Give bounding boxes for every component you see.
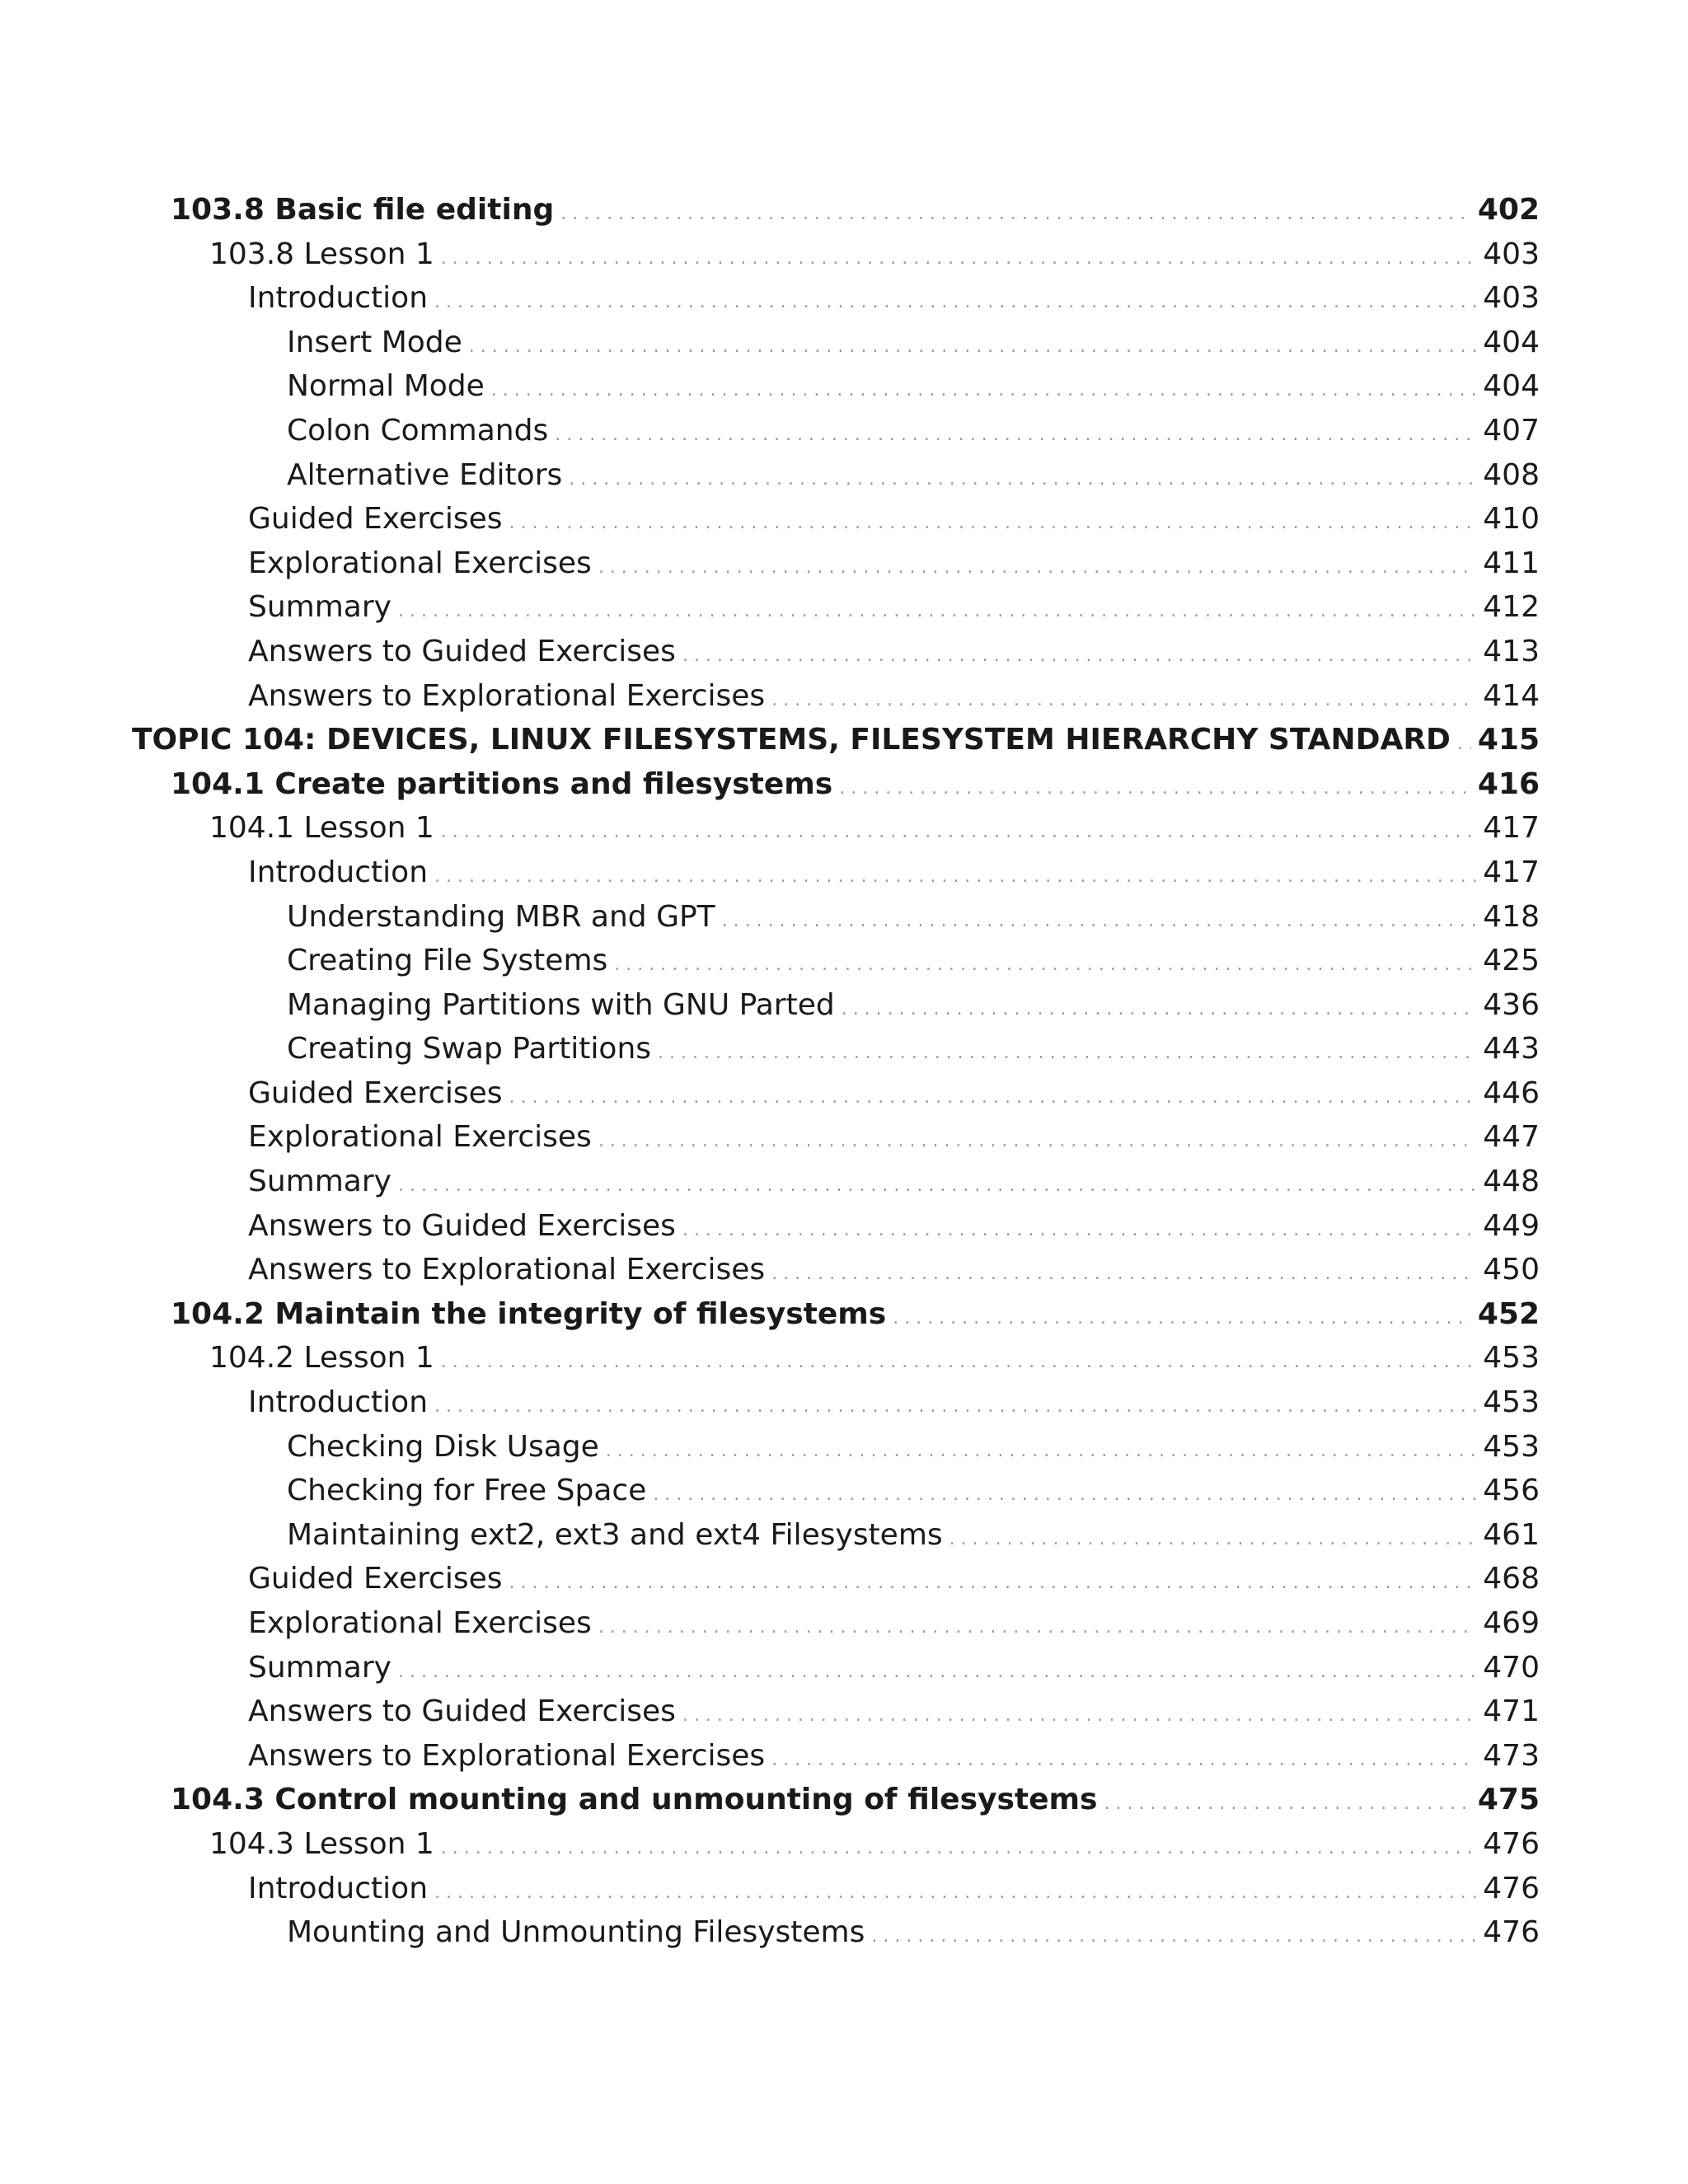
dot-leader (1104, 1782, 1470, 1826)
toc-entry-title: 104.3 Lesson 1 (209, 1826, 434, 1861)
toc-entry-page-number: 476 (1483, 1871, 1540, 1905)
dot-leader (1457, 722, 1471, 766)
toc-entry[interactable] (132, 1336, 1540, 1380)
toc-entry-title: Explorational Exercises (248, 546, 592, 580)
toc-entry[interactable] (132, 1027, 1540, 1071)
toc-entry-title: Creating Swap Partitions (287, 1032, 652, 1066)
toc-entry-page-number: 402 (1477, 193, 1540, 227)
dot-leader (598, 1605, 1476, 1650)
toc-entry-title: Maintaining ext2, ext3 and ext4 Filesystems (287, 1517, 943, 1552)
toc-entry[interactable] (132, 1160, 1540, 1204)
dot-leader (441, 1826, 1477, 1871)
toc-entry-page-number: 453 (1483, 1385, 1540, 1420)
dot-leader (682, 634, 1476, 678)
toc-entry-title: Introduction (248, 1385, 429, 1420)
toc-entry[interactable] (132, 1690, 1540, 1734)
dot-leader (441, 810, 1477, 855)
toc-entry-title: Guided Exercises (248, 1562, 503, 1596)
toc-entry[interactable] (132, 1557, 1540, 1601)
dot-leader (509, 1076, 1477, 1120)
dot-leader (682, 1694, 1476, 1738)
dot-leader (842, 987, 1477, 1032)
toc-entry-title: 104.3 Control mounting and unmounting of filesystems (171, 1783, 1098, 1817)
toc-entry-page-number: 417 (1483, 855, 1540, 889)
toc-entry-title: Explorational Exercises (248, 1120, 592, 1155)
toc-entry-page-number: 403 (1483, 281, 1540, 316)
toc-entry[interactable] (132, 1380, 1540, 1425)
toc-entry-title: Answers to Explorational Exercises (248, 1253, 766, 1287)
toc-entry-page-number: 471 (1483, 1694, 1540, 1729)
dot-leader (653, 1473, 1476, 1517)
toc-entry[interactable] (132, 1115, 1540, 1160)
dot-leader (614, 943, 1476, 987)
toc-entry-title: Insert Mode (287, 325, 462, 359)
toc-entry[interactable] (132, 762, 1540, 807)
toc-entry-page-number: 452 (1477, 1296, 1540, 1331)
dot-leader (771, 1252, 1476, 1296)
toc-entry[interactable] (132, 321, 1540, 365)
dot-leader (839, 766, 1471, 811)
dot-leader (434, 1385, 1476, 1429)
dot-leader (682, 1208, 1476, 1253)
toc-entry-title: 104.2 Maintain the integrity of filesystems (171, 1296, 887, 1331)
toc-entry[interactable] (132, 1204, 1540, 1249)
toc-entry-page-number: 403 (1483, 237, 1540, 271)
dot-leader (469, 325, 1476, 369)
toc-entry[interactable] (132, 1425, 1540, 1469)
toc-entry-title: Introduction (248, 281, 429, 316)
dot-leader (950, 1517, 1477, 1562)
toc-entry[interactable] (132, 497, 1540, 541)
toc-entry[interactable] (132, 585, 1540, 630)
toc-entry-title: TOPIC 104: DEVICES, LINUX FILESYSTEMS, FILESYSTEM HIERARCHY STANDARD (132, 723, 1451, 757)
dot-leader (509, 501, 1477, 546)
dot-leader (598, 1119, 1476, 1164)
table-of-contents (132, 188, 1540, 1955)
toc-entry-title: 104.2 Lesson 1 (209, 1341, 434, 1376)
toc-entry[interactable] (132, 1778, 1540, 1822)
toc-entry[interactable] (132, 939, 1540, 983)
toc-entry-title: 104.1 Lesson 1 (209, 811, 434, 846)
dot-leader (441, 237, 1477, 281)
toc-entry-title: Guided Exercises (248, 1076, 503, 1110)
toc-entry-title: Creating File Systems (287, 944, 608, 978)
toc-entry-title: Summary (248, 1165, 392, 1199)
toc-entry-title: Answers to Guided Exercises (248, 1208, 676, 1243)
toc-entry-page-number: 447 (1483, 1120, 1540, 1155)
toc-entry-page-number: 411 (1483, 546, 1540, 580)
toc-entry-page-number: 470 (1483, 1650, 1540, 1685)
dot-leader (722, 899, 1477, 944)
toc-entry-page-number: 450 (1483, 1253, 1540, 1287)
dot-leader (398, 1650, 1476, 1694)
toc-entry[interactable] (132, 983, 1540, 1028)
toc-entry-title: Normal Mode (287, 369, 485, 404)
toc-entry[interactable] (132, 364, 1540, 409)
toc-entry-title: 104.1 Create partitions and filesystems (171, 766, 833, 801)
toc-entry[interactable] (132, 718, 1540, 762)
toc-entry-page-number: 415 (1477, 723, 1540, 757)
toc-entry[interactable] (132, 453, 1540, 498)
toc-entry-title: Introduction (248, 1871, 429, 1905)
toc-entry-page-number: 468 (1483, 1562, 1540, 1596)
toc-entry[interactable] (132, 1292, 1540, 1337)
dot-leader (606, 1429, 1476, 1474)
toc-entry[interactable] (132, 630, 1540, 674)
toc-entry-page-number: 413 (1483, 634, 1540, 668)
toc-entry-title: Answers to Guided Exercises (248, 634, 676, 668)
dot-leader (509, 1561, 1477, 1605)
toc-entry-title: Introduction (248, 855, 429, 889)
toc-entry-page-number: 418 (1483, 899, 1540, 934)
dot-leader (771, 678, 1476, 723)
toc-entry-page-number: 408 (1483, 457, 1540, 492)
toc-entry[interactable] (132, 188, 1540, 232)
toc-entry[interactable] (132, 1601, 1540, 1646)
toc-entry[interactable] (132, 1734, 1540, 1779)
toc-entry[interactable] (132, 895, 1540, 940)
toc-entry-page-number: 407 (1483, 413, 1540, 448)
toc-entry-title: 103.8 Lesson 1 (209, 237, 434, 271)
toc-entry-title: Colon Commands (287, 413, 549, 448)
toc-entry-page-number: 476 (1483, 1915, 1540, 1950)
toc-entry-title: Managing Partitions with GNU Parted (287, 987, 835, 1022)
toc-entry[interactable] (132, 541, 1540, 586)
toc-entry-title: Answers to Explorational Exercises (248, 678, 766, 713)
toc-entry[interactable] (132, 232, 1540, 277)
dot-leader (441, 1340, 1477, 1385)
toc-entry-page-number: 473 (1483, 1738, 1540, 1773)
toc-entry-page-number: 410 (1483, 502, 1540, 537)
toc-entry-page-number: 456 (1483, 1474, 1540, 1508)
toc-entry-page-number: 476 (1483, 1826, 1540, 1861)
toc-entry[interactable] (132, 851, 1540, 895)
toc-entry-title: Mounting and Unmounting Filesystems (287, 1915, 865, 1950)
toc-entry[interactable] (132, 674, 1540, 719)
toc-entry[interactable] (132, 276, 1540, 321)
toc-entry-page-number: 414 (1483, 678, 1540, 713)
toc-entry[interactable] (132, 1513, 1540, 1558)
dot-leader (434, 1871, 1476, 1915)
toc-entry-page-number: 446 (1483, 1076, 1540, 1110)
toc-entry[interactable] (132, 1910, 1540, 1955)
dot-leader (560, 192, 1471, 237)
dot-leader (491, 368, 1476, 413)
dot-leader (434, 855, 1476, 899)
toc-entry-title: Guided Exercises (248, 502, 503, 537)
dot-leader (598, 546, 1476, 590)
toc-entry-page-number: 425 (1483, 944, 1540, 978)
toc-entry-title: Answers to Explorational Exercises (248, 1738, 766, 1773)
toc-entry-page-number: 453 (1483, 1341, 1540, 1376)
toc-entry[interactable] (132, 1867, 1540, 1911)
toc-entry-title: Answers to Guided Exercises (248, 1694, 676, 1729)
toc-entry-page-number: 404 (1483, 325, 1540, 359)
toc-entry[interactable] (132, 1822, 1540, 1867)
toc-entry-page-number: 453 (1483, 1429, 1540, 1464)
toc-entry[interactable] (132, 1469, 1540, 1513)
toc-entry-title: Explorational Exercises (248, 1606, 592, 1640)
toc-entry-title: Checking Disk Usage (287, 1429, 599, 1464)
toc-entry[interactable] (132, 409, 1540, 453)
toc-entry-page-number: 469 (1483, 1606, 1540, 1640)
toc-entry-page-number: 416 (1477, 766, 1540, 801)
toc-entry-title: Understanding MBR and GPT (287, 899, 715, 934)
toc-entry-title: Summary (248, 1650, 392, 1685)
toc-entry-page-number: 443 (1483, 1032, 1540, 1066)
toc-entry-title: Checking for Free Space (287, 1474, 647, 1508)
dot-leader (658, 1031, 1476, 1076)
toc-entry[interactable] (132, 1646, 1540, 1690)
toc-entry-title: Alternative Editors (287, 457, 563, 492)
toc-entry-title: Summary (248, 590, 392, 625)
dot-leader (569, 457, 1476, 502)
toc-entry-page-number: 436 (1483, 987, 1540, 1022)
toc-entry-page-number: 448 (1483, 1165, 1540, 1199)
toc-entry-page-number: 417 (1483, 811, 1540, 846)
toc-entry-page-number: 475 (1477, 1783, 1540, 1817)
toc-entry-page-number: 461 (1483, 1517, 1540, 1552)
toc-entry[interactable] (132, 806, 1540, 851)
dot-leader (771, 1738, 1476, 1783)
dot-leader (398, 1164, 1476, 1208)
dot-leader (398, 589, 1476, 634)
dot-leader (555, 413, 1476, 457)
dot-leader (434, 280, 1476, 325)
toc-entry-page-number: 449 (1483, 1208, 1540, 1243)
dot-leader (871, 1915, 1476, 1959)
dot-leader (893, 1296, 1471, 1341)
toc-entry-page-number: 412 (1483, 590, 1540, 625)
toc-entry[interactable] (132, 1071, 1540, 1116)
toc-entry-title: 103.8 Basic file editing (171, 193, 555, 227)
toc-entry[interactable] (132, 1248, 1540, 1292)
toc-entry-page-number: 404 (1483, 369, 1540, 404)
